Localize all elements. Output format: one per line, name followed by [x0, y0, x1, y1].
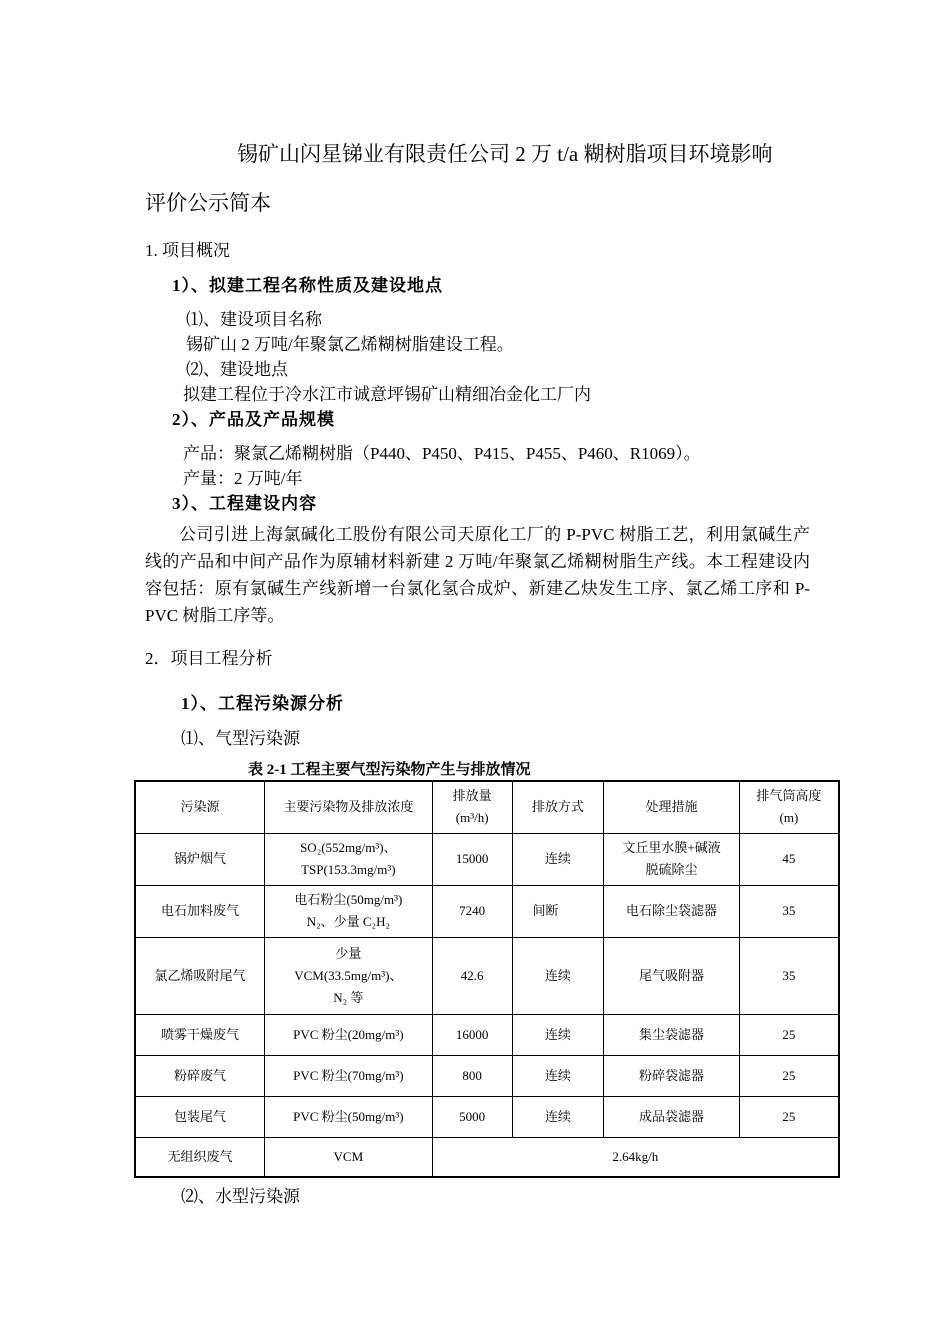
header-method: 排放方式 — [512, 781, 604, 833]
table-row — [135, 833, 839, 885]
cell-emission: 800 — [432, 1055, 512, 1096]
cell-source: 粉碎废气 — [135, 1055, 264, 1096]
construction-content-paragraph: 公司引进上海氯碱化工股份有限公司天原化工厂的 P-PVC 树脂工艺，利用氯碱生产线的产品和中间产品作为原辅材料新建 2 万吨/年聚氯乙烯糊树脂生产线。本工程建设内容包括：原有氯碱生产线新增一台氯化氢合成炉、新建乙炔发生工序、氯乙烯工序和 P-PVC 树脂工序等。 — [145, 525, 810, 625]
cell-height: 45 — [739, 833, 839, 885]
cell-treatment: 集尘袋滤器 — [604, 1014, 740, 1055]
cell-source: 氯乙烯吸附尾气 — [135, 937, 264, 1014]
cell-pollutant: VCM — [264, 1137, 432, 1177]
cell-source: 包装尾气 — [135, 1096, 264, 1137]
table-row — [135, 1096, 839, 1137]
air-pollutant-table — [134, 780, 840, 1178]
cell-source: 无组织废气 — [135, 1137, 264, 1177]
header-source: 污染源 — [135, 781, 264, 833]
cell-treatment: 粉碎袋滤器 — [604, 1055, 740, 1096]
cell-height: 25 — [739, 1055, 839, 1096]
air-pollution-label: ⑴、气型污染源 — [181, 729, 300, 748]
cell-emission: 15000 — [432, 833, 512, 885]
output-line: 产量：2 万吨/年 — [183, 469, 303, 488]
table-row — [135, 937, 839, 1014]
water-pollution-label: ⑵、水型污染源 — [181, 1187, 300, 1206]
cell-pollutant: 少量 VCM(33.5mg/m³)、 N₂ 等 — [264, 937, 432, 1014]
subsection-1-3-heading: 3）、工程建设内容 — [172, 494, 317, 513]
cell-emission: 16000 — [432, 1014, 512, 1055]
cell-pollutant: PVC 粉尘(20mg/m³) — [264, 1014, 432, 1055]
cell-height: 25 — [739, 1014, 839, 1055]
table-header-row — [135, 781, 839, 833]
cell-pollutant: PVC 粉尘(50mg/m³) — [264, 1096, 432, 1137]
cell-emission: 42.6 — [432, 937, 512, 1014]
cell-treatment: 电石除尘袋滤器 — [604, 885, 740, 937]
product-line: 产品：聚氯乙烯糊树脂（P440、P450、P415、P455、P460、R1069）。 — [183, 444, 701, 463]
cell-height: 25 — [739, 1096, 839, 1137]
cell-pollutant: PVC 粉尘(70mg/m³) — [264, 1055, 432, 1096]
cell-source: 喷雾干燥废气 — [135, 1014, 264, 1055]
cell-emission-merged: 2.64kg/h — [432, 1137, 839, 1177]
subsection-1-1-heading: 1）、拟建工程名称性质及建设地点 — [172, 276, 443, 295]
table-row — [135, 1055, 839, 1096]
cell-height: 35 — [739, 885, 839, 937]
subsection-1-2-heading: 2）、产品及产品规模 — [172, 410, 335, 429]
title-line-2: 评价公示简本 — [145, 191, 271, 215]
subsection-2-1-heading: 1）、工程污染源分析 — [181, 694, 344, 713]
cell-method: 连续 — [512, 1014, 604, 1055]
cell-treatment: 尾气吸附器 — [604, 937, 740, 1014]
table-row — [135, 885, 839, 937]
cell-method: 连续 — [512, 937, 604, 1014]
cell-method: 连续 — [512, 1096, 604, 1137]
header-emission: 排放量 (m³/h) — [432, 781, 512, 833]
cell-pollutant: SO₂(552mg/m³)、 TSP(153.3mg/m³) — [264, 833, 432, 885]
cell-treatment: 文丘里水膜+碱液 脱硫除尘 — [604, 833, 740, 885]
table-caption: 表 2-1 工程主要气型污染物产生与排放情况 — [248, 762, 531, 778]
cell-method: 间断 — [512, 885, 604, 937]
cell-source: 锅炉烟气 — [135, 833, 264, 885]
header-stack-height: 排气筒高度 (m) — [739, 781, 839, 833]
header-pollutant: 主要污染物及排放浓度 — [264, 781, 432, 833]
cell-method: 连续 — [512, 833, 604, 885]
section-1-heading: 1. 项目概况 — [145, 241, 230, 260]
cell-pollutant: 电石粉尘(50mg/m³) N₂、少量 C₂H₂ — [264, 885, 432, 937]
cell-emission: 5000 — [432, 1096, 512, 1137]
table-row — [135, 1014, 839, 1055]
table-row — [135, 1137, 839, 1177]
item-location-label: ⑵、建设地点 — [186, 360, 288, 379]
item-location-text: 拟建工程位于冷水江市诚意坪锡矿山精细冶金化工厂内 — [183, 385, 591, 404]
cell-method: 连续 — [512, 1055, 604, 1096]
cell-emission: 7240 — [432, 885, 512, 937]
header-treatment: 处理措施 — [604, 781, 740, 833]
cell-height: 35 — [739, 937, 839, 1014]
item-project-name-label: ⑴、建设项目名称 — [186, 310, 322, 329]
title-line-1: 锡矿山闪星锑业有限责任公司 2 万 t/a 糊树脂项目环境影响 — [237, 142, 773, 166]
item-project-name-text: 锡矿山 2 万吨/年聚氯乙烯糊树脂建设工程。 — [186, 335, 514, 354]
cell-source: 电石加料废气 — [135, 885, 264, 937]
section-2-heading: 2．项目工程分析 — [145, 649, 273, 668]
cell-treatment: 成品袋滤器 — [604, 1096, 740, 1137]
